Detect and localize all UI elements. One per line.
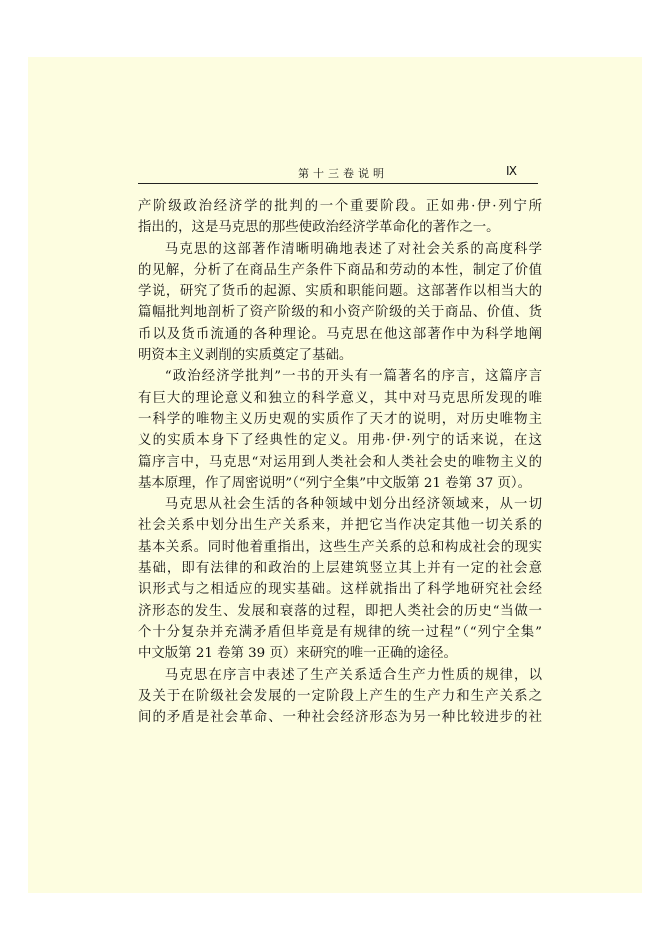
paragraph	[138, 196, 542, 239]
text-line: 马克思在序言中表述了生产关系适合生产力性质的规律，以	[164, 667, 542, 683]
paragraph	[138, 366, 542, 494]
text-line: 马克思从社会生活的各种领域中划分出经济领域来，从一切	[164, 497, 542, 513]
text-line: 社会关系中划分出生产关系来，并把它当作决定其他一切关系的	[138, 518, 542, 534]
running-header-title: 第十三卷说明	[298, 167, 388, 180]
text-line: 产阶级政治经济学的批判的一个重要阶段。正如弗·伊·列宁所	[138, 199, 542, 214]
text-line: “政治经济学批判”一书的开头有一篇著名的序言，这篇序言	[164, 369, 542, 385]
text-line: 基本原理，作了周密说明”（“列宁全集”中文版第 21 卷第 37 页）。	[138, 475, 532, 491]
page-number: Ⅸ	[506, 164, 518, 178]
text-line: 指出的，这是马克思的那些使政治经济学革命化的著作之一。	[138, 220, 500, 236]
paragraph	[138, 494, 542, 664]
text-line: 个十分复杂并充满矛盾但毕竟是有规律的统一过程”（“列宁全集”	[138, 624, 542, 640]
text-line: 基本关系。同时他着重指出，这些生产关系的总和构成社会的现实	[138, 539, 542, 555]
text-line: 识形式与之相适应的现实基础。这样就指出了科学地研究社会经	[138, 582, 542, 598]
text-line: 一科学的唯物主义历史观的实质作了天才的说明，对历史唯物主	[138, 411, 542, 427]
text-line: 马克思的这部著作清晰明确地表述了对社会关系的高度科学	[164, 241, 542, 257]
text-line: 篇序言中，马克思“对运用到人类社会和人类社会史的唯物主义的	[138, 454, 542, 470]
paragraph	[138, 665, 542, 729]
text-line: 间的矛盾是社会革命、一种社会经济形态为另一种比较进步的社	[138, 710, 542, 726]
text-line: 济形态的发生、发展和衰落的过程，即把人类社会的历史“当做一	[138, 603, 542, 619]
text-line: 基础，即有法律的和政治的上层建筑竖立其上并有一定的社会意	[138, 561, 542, 577]
text-line: 义的实质本身下了经典性的定义。用弗·伊·列宁的话来说，在这	[138, 433, 542, 449]
text-line: 及关于在阶级社会发展的一定阶段上产生的生产力和生产关系之	[138, 688, 542, 704]
running-header	[138, 163, 538, 184]
text-line: 有巨大的理论意义和独立的科学意义，其中对马克思所发现的唯	[138, 390, 542, 406]
paragraph	[138, 239, 542, 367]
text-line: 币以及货币流通的各种理论。马克思在他这部著作中为科学地阐	[138, 326, 542, 342]
text-line: 的见解，分析了在商品生产条件下商品和劳动的本性，制定了价值	[138, 262, 542, 278]
text-line: 明资本主义剥削的实质奠定了基础。	[138, 348, 353, 364]
text-line: 中文版第 21 卷第 39 页）来研究的唯一正确的途径。	[138, 646, 457, 662]
text-line: 篇幅批判地剖析了资产阶级的和小资产阶级的关于商品、价值、货	[138, 305, 542, 321]
body-text	[138, 196, 542, 728]
text-line: 学说，研究了货币的起源、实质和职能问题。这部著作以相当大的	[138, 284, 542, 300]
